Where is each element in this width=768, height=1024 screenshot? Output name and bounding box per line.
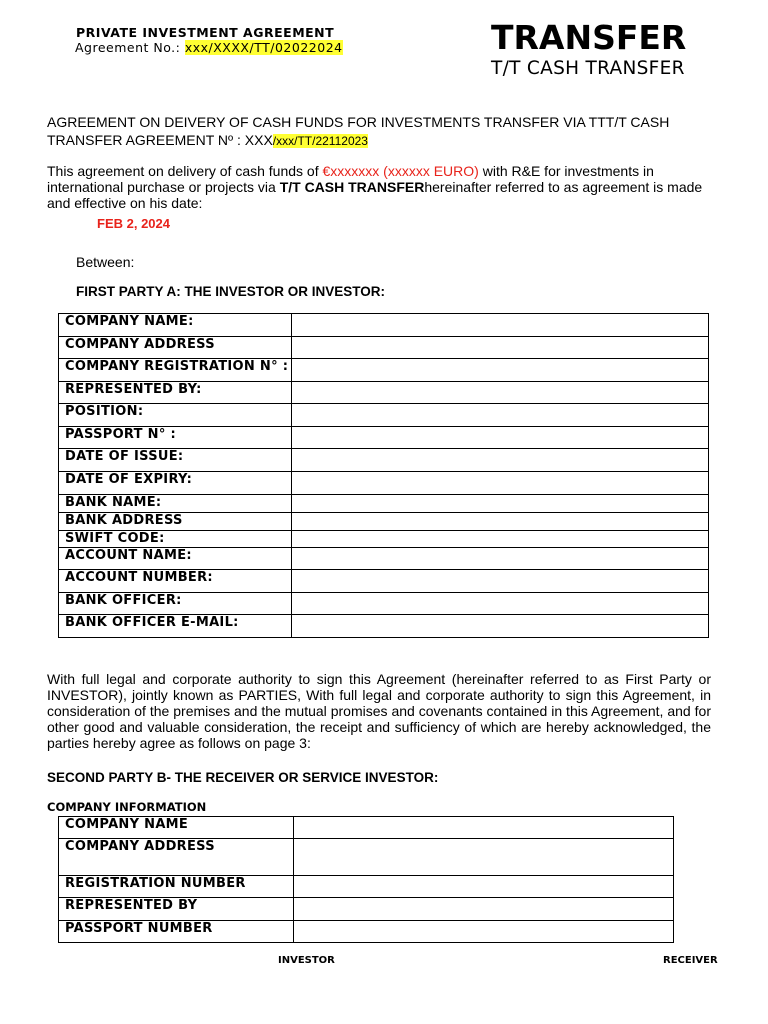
agreement-body-paragraph [47,163,727,211]
table-row [59,839,674,876]
field-label: COMPANY ADDRESS [59,839,294,876]
body-part-2: with R&E for investments in international purchase or projects via [47,163,654,195]
field-label: REPRESENTED BY: [59,382,292,404]
agreement-number: xxx/XXXX/TT/02022024 [184,40,343,55]
field-value[interactable] [294,817,674,839]
field-label: COMPANY NAME: [59,314,292,337]
between-label: Between: [76,254,135,270]
intro-line-1: AGREEMENT ON DEIVERY OF CASH FUNDS FOR INVESTMENTS TRANSFER VIA TTT/T CASH [47,114,670,130]
field-label: REPRESENTED BY [59,898,294,921]
document-title: PRIVATE INVESTMENT AGREEMENT [76,25,335,40]
field-value[interactable] [294,898,674,921]
field-value[interactable] [294,921,674,943]
field-label: ACCOUNT NUMBER: [59,570,292,593]
company-information-label: COMPANY INFORMATION [47,800,207,814]
table-row [59,531,709,548]
table-row [59,548,709,570]
field-label: PASSPORT NUMBER [59,921,294,943]
table-row [59,404,709,427]
agreement-number-label: Agreement No.: [75,40,185,55]
table-row [59,472,709,495]
party-a-table [58,313,709,638]
field-label: ACCOUNT NAME: [59,548,292,570]
table-row [59,359,709,382]
body-part-3: hereinafter referred to as agreement is made and effective on his date: [47,179,703,211]
receiver-signature-label: RECEIVER [663,955,718,966]
intro-line-2-prefix: TRANSFER AGREEMENT Nº : XXX [47,132,273,148]
field-label: BANK OFFICER E-MAIL: [59,615,292,638]
field-value[interactable] [292,472,709,495]
field-value[interactable] [292,615,709,638]
table-row [59,817,674,839]
field-value[interactable] [292,593,709,615]
field-label: COMPANY REGISTRATION N° : [59,359,292,382]
field-label: DATE OF EXPIRY: [59,472,292,495]
table-row [59,495,709,513]
field-label: BANK NAME: [59,495,292,513]
table-row [59,337,709,359]
field-value[interactable] [292,382,709,404]
field-value[interactable] [292,513,709,531]
table-row [59,449,709,472]
field-value[interactable] [294,839,674,876]
transfer-subheading: T/T CASH TRANSFER [491,58,685,79]
table-row [59,314,709,337]
transfer-heading: TRANSFER [491,18,687,57]
field-label: SWIFT CODE: [59,531,292,548]
table-row [59,382,709,404]
party-b-heading: SECOND PARTY B- THE RECEIVER OR SERVICE INVESTOR: [47,770,439,785]
field-label: REGISTRATION NUMBER [59,876,294,898]
field-value[interactable] [292,404,709,427]
agreement-intro [47,113,727,150]
field-label: PASSPORT N° : [59,427,292,449]
table-row [59,921,674,943]
field-value[interactable] [294,876,674,898]
field-value[interactable] [292,427,709,449]
authority-paragraph: With full legal and corporate authority to sign this Agreement (hereinafter referred to as First Party or INVESTOR), jointly known as PARTIES, With full legal and corporate authority to sign this Agreement, in consideration of the premises and the mutual promises and covenants contained in this Agreement, and for other good and valuable consideration, the receipt and sufficiency of which are hereby acknowledged, the parties hereby agree as follows on page 3: [47,671,711,751]
field-value[interactable] [292,359,709,382]
field-value[interactable] [292,337,709,359]
investor-signature-label: INVESTOR [278,955,335,966]
amount-text: €xxxxxxx (xxxxxx EURO) [322,163,479,179]
field-value[interactable] [292,314,709,337]
agreement-date: FEB 2, 2024 [97,216,170,231]
field-label: COMPANY ADDRESS [59,337,292,359]
table-row [59,615,709,638]
table-row [59,513,709,531]
field-label: BANK OFFICER: [59,593,292,615]
field-value[interactable] [292,548,709,570]
body-part-1: This agreement on delivery of cash funds of [47,163,323,179]
field-value[interactable] [292,449,709,472]
intro-agreement-number: /xxx/TT/22112023 [272,134,368,148]
transfer-method: T/T CASH TRANSFER [279,179,425,195]
table-row [59,570,709,593]
table-row [59,898,674,921]
party-a-heading: FIRST PARTY A: THE INVESTOR OR INVESTOR: [76,284,386,299]
field-value[interactable] [292,531,709,548]
field-value[interactable] [292,495,709,513]
table-row [59,876,674,898]
field-label: BANK ADDRESS [59,513,292,531]
intro-line-2 [47,131,727,150]
field-label: COMPANY NAME [59,817,294,839]
field-value[interactable] [292,570,709,593]
agreement-number-line [75,40,343,55]
table-row [59,427,709,449]
field-label: DATE OF ISSUE: [59,449,292,472]
party-b-table [58,816,674,943]
field-label: POSITION: [59,404,292,427]
table-row [59,593,709,615]
